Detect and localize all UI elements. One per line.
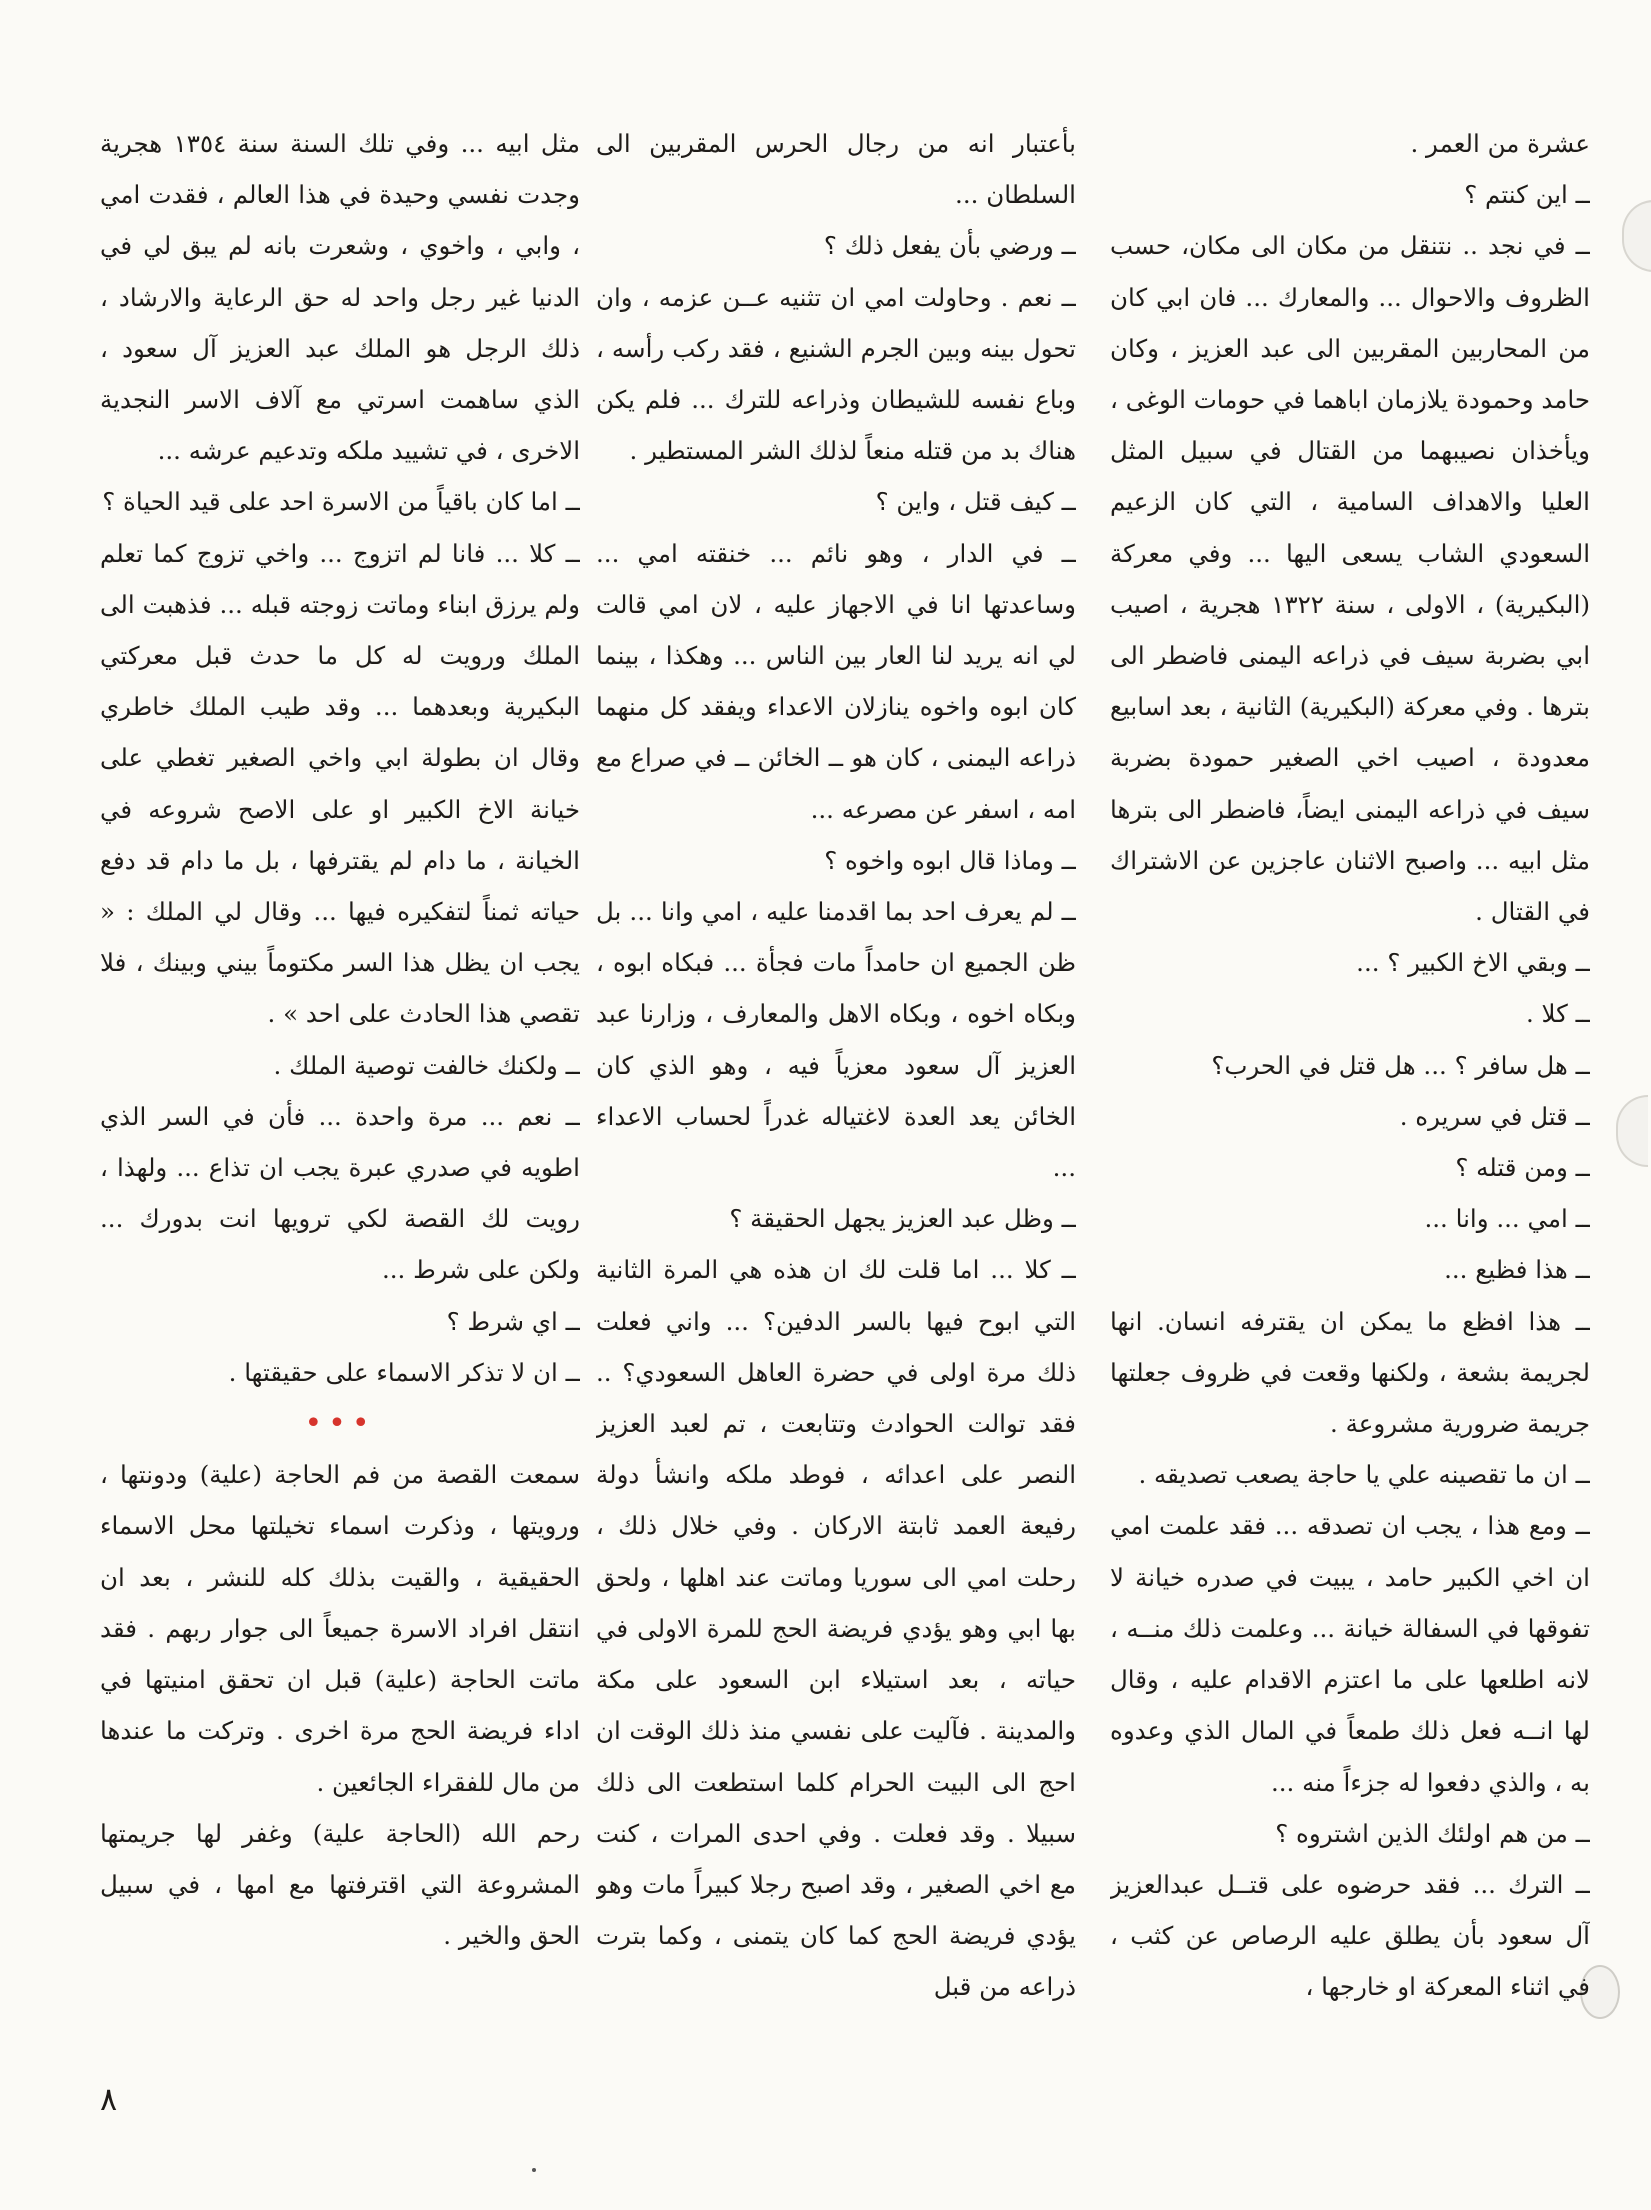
paragraph: ــ نعم . وحاولت امي ان تثنيه عــن عزمه ، وان تحول بينه وبين الجرم الشنيع ، فقد ركب رأسه ، وباع نفسه للشيطان وذراعه للترك ... فلم يكن هناك بد من قتله منعاً لذلك الشر المستطير .	[596, 282, 1076, 466]
paragraph: ــ من هم اولئك الذين اشتروه ؟	[1275, 1818, 1590, 1848]
paragraph: ــ اين كنتم ؟	[1464, 180, 1590, 210]
paragraph: ــ كيف قتل ، واين ؟	[875, 487, 1076, 517]
paragraph: ــ في الدار ، وهو نائم ... خنقته امي ... وساعدتها انا في الاجهاز عليه ، لان امي قالت لي انه يريد لنا العار بين الناس ... وهكذا ، بينما كان ابوه واخوه ينازلان الاعداء ويفقد كل منهما ذراعه اليمنى ، كان هو ــ الخائن ــ في صراع مع امه ، اسفر عن مصرعه ...	[596, 538, 1076, 824]
binder-hole-mark	[1616, 1095, 1648, 1167]
page-number: ٨	[100, 2080, 118, 2118]
paper-speck	[532, 2168, 536, 2172]
paragraph: ــ في نجد .. نتنقل من مكان الى مكان، حسب الظروف والاحوال ... والمعارك ... فان ابي كان من المحاربين المقربين الى عبد العزيز ، وكان حامد وحمودة يلازمان اباهما في حومات الوغى ، ويأخذان نصيبهما من القتال في سبيل المثل العليا والاهداف السامية ، التي كان الزعيم السعودي الشاب يسعى اليها ... وفي معركة (البكيرية) ، الاولى ، سنة ١٣٢٢ هجرية ، اصيب ابي بضربة سيف في ذراعه اليمنى فاضطر الى بترها . وفي معركة (البكيرية) الثانية ، بعد اسابيع معدودة ، اصيب اخي الصغير حمودة بضربة سيف في ذراعه اليمنى ايضاً، فاضطر الى بترها مثل ابيه ... واصبح الاثنان عاجزين عن الاشتراك في القتال .	[1110, 231, 1590, 927]
text-column-right	[1110, 118, 1590, 2108]
paragraph: ــ وماذا قال ابوه واخوه ؟	[824, 845, 1076, 875]
paragraph: ــ الترك ... فقد حرضوه على قتــل عبدالعزيز آل سعود بأن يطلق عليه الرصاص عن كثب ، في اثناء المعركة او خارجها ،	[1110, 1869, 1590, 2002]
paragraph: ــ هل سافر ؟ ... هل قتل في الحرب؟	[1211, 1050, 1590, 1080]
paragraph: ــ كلا ... اما قلت لك ان هذه هي المرة الثانية التي ابوح فيها بالسر الدفين؟ ... واني فعلت ذلك مرة اولى في حضرة العاهل السعودي؟ .. فقد توالت الحوادث وتتابعت ، تم لعبد العزيز النصر على اعدائه ، فوطد ملكه وانشأ دولة رفيعة العمد ثابتة الاركان . وفي خلال ذلك ، رحلت امي الى سوريا وماتت عند اهلها ، ولحق بها ابي وهو يؤدي فريضة الحج للمرة الاولى في حياته ، بعد استيلاء ابن السعود على مكة والمدينة . فآليت على نفسي منذ ذلك الوقت ان احج الى البيت الحرام كلما استطعت الى ذلك سبيلا . وقد فعلت . وفي احدى المرات ، كنت مع اخي الصغير ، وقد اصبح رجلا كبيراً مات وهو يؤدي فريضة الحج كما كان يتمنى ، وكما بترت ذراعه من قبل	[596, 1255, 1076, 2002]
paragraph: ــ اما كان باقياً من الاسرة احد على قيد الحياة ؟	[102, 487, 580, 517]
binder-hole-mark	[1622, 200, 1651, 272]
paragraph: ــ هذا فظيع ...	[1444, 1255, 1590, 1285]
text-column-middle	[596, 118, 1076, 2108]
section-separator: •••	[304, 1406, 376, 1442]
paragraph: ــ ان لا تذكر الاسماء على حقيقتها .	[228, 1357, 580, 1387]
paragraph: ــ كلا ... فانا لم اتزوج ... واخي تزوج كما تعلم ولم يرزق ابناء وماتت زوجته قبله ... فذهبت الى الملك ورويت له كل ما حدث قبل معركتي البكيرية وبعدهما ... وقد طيب الملك خاطري وقال ان بطولة ابي واخي الصغير تغطي على خيانة الاخ الكبير او على الاصح شروعه في الخيانة ، ما دام لم يقترفها ، بل ما دام قد دفع حياته ثمناً لتفكيره فيها ... وقال لي الملك : « يجب ان يظل هذا السر مكتوماً بيني وبينك ، فلا تقصي هذا الحادث على احد » .	[100, 538, 580, 1029]
paragraph: ــ هذا افظع ما يمكن ان يقترفه انسان. انها لجريمة بشعة ، ولكنها وقعت في ظروف جعلتها جريمة ضرورية مشروعة .	[1110, 1306, 1590, 1439]
text-column-left	[100, 118, 580, 2108]
paragraph: ــ نعم ... مرة واحدة ... فأن في السر الذي اطويه في صدري عبرة يجب ان تذاع ... ولهذا ، رويت لك القصة لكي ترويها انت بدورك ... ولكن على شرط ...	[100, 1101, 580, 1285]
paragraph: رحم الله (الحاجة علية) وغفر لها جريمتها المشروعة التي اقترفتها مع امها ، في سبيل الحق والخير .	[100, 1818, 580, 1951]
paragraph: ــ قتل في سريره .	[1399, 1101, 1590, 1131]
paragraph: بأعتبار انه من رجال الحرس المقربين الى السلطان ...	[596, 129, 1076, 210]
paragraph: سمعت القصة من فم الحاجة (علية) ودونتها ، ورويتها ، وذكرت اسماء تخيلتها محل الاسماء الحقيقية ، والقيت بذلك كله للنشر ، بعد ان انتقل افراد الاسرة جميعاً الى جوار ربهم . فقد ماتت الحاجة (علية) قبل ان تحقق امنيتها في اداء فريضة الحج مرة اخرى . وتركت ما عندها من مال للفقراء الجائعين .	[100, 1460, 580, 1797]
paragraph: ــ اي شرط ؟	[446, 1306, 580, 1336]
paragraph: ــ وبقي الاخ الكبير ؟ ...	[1356, 948, 1590, 978]
paragraph: ــ ورضي بأن يفعل ذلك ؟	[823, 231, 1076, 261]
paragraph: ــ ولكنك خالفت توصية الملك .	[273, 1050, 580, 1080]
paragraph: مثل ابيه ... وفي تلك السنة سنة ١٣٥٤ هجرية وجدت نفسي وحيدة في هذا العالم ، فقدت امي ، وابي ، واخوي ، وشعرت بانه لم يبق لي في الدنيا غير رجل واحد له حق الرعاية والارشاد ، ذلك الرجل هو الملك عبد العزيز آل سعود ، الذي ساهمت اسرتي مع آلاف الاسر النجدية الاخرى ، في تشييد ملكه وتدعيم عرشه ...	[100, 129, 580, 466]
paragraph: ــ ومن قتله ؟	[1455, 1153, 1590, 1183]
paragraph: ــ لم يعرف احد بما اقدمنا عليه ، امي وانا ... بل ظن الجميع ان حامداً مات فجأة ... فبكاه ابوه ، وبكاه اخوه ، وبكاه الاهل والمعارف ، وزارنا عبد العزيز آل سعود معزياً فيه ، وهو الذي كان الخائن يعد العدة لاغتياله غدراً لحساب الاعداء ...	[596, 897, 1076, 1183]
paragraph: عشرة من العمر .	[1410, 129, 1590, 158]
paragraph: ــ امي ... وانا ...	[1424, 1204, 1590, 1234]
paragraph: ــ وظل عبد العزيز يجهل الحقيقة ؟	[729, 1204, 1076, 1234]
paragraph: ــ كلا .	[1525, 999, 1590, 1029]
paragraph: ــ ان ما تقصينه علي يا حاجة يصعب تصديقه .	[1138, 1460, 1590, 1490]
paragraph: ــ ومع هذا ، يجب ان تصدقه ... فقد علمت امي ان اخي الكبير حامد ، يبيت في صدره خيانة لا تفوقها في السفالة خيانة ... وعلمت ذلك منــه ، لانه اطلعها على ما اعتزم الاقدام عليه ، وقال لها انــه فعل ذلك طمعاً في المال الذي وعدوه به ، والذي دفعوا له جزءاً منه ...	[1110, 1511, 1590, 1797]
